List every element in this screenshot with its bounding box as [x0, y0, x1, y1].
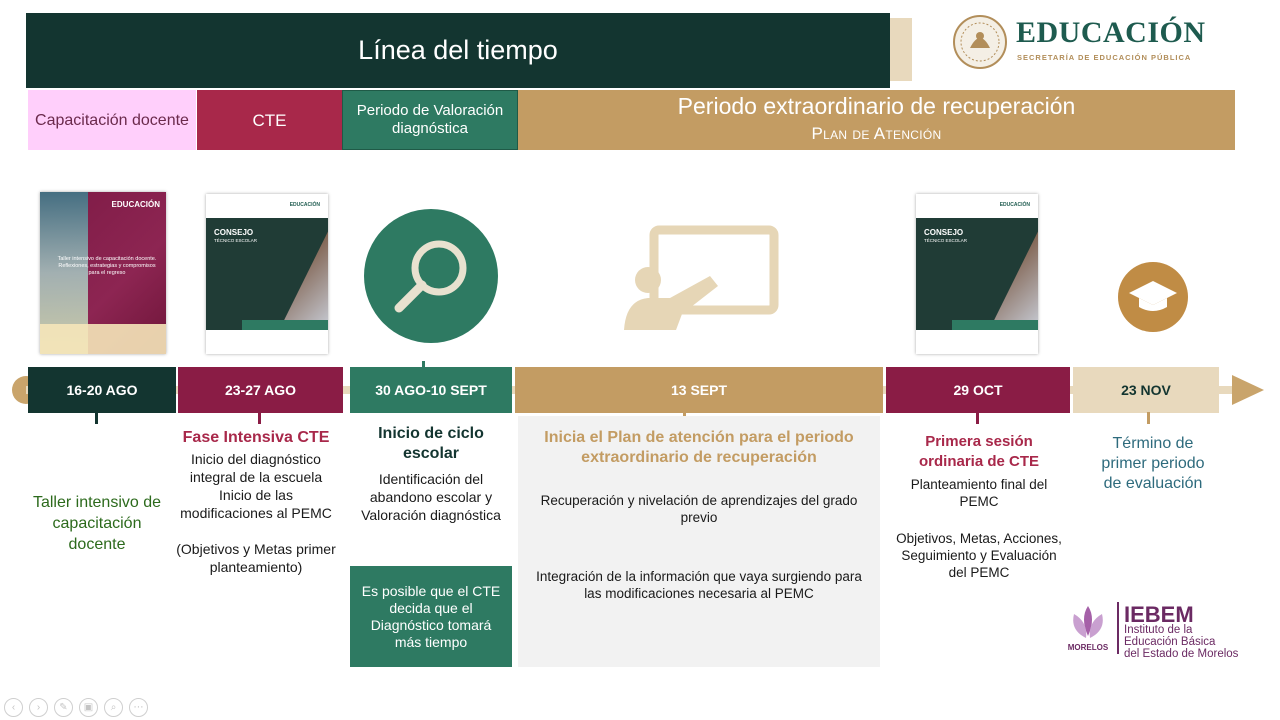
- date-label-3: [350, 367, 512, 413]
- iebem-divider: [1117, 602, 1119, 654]
- date-label-5: [886, 367, 1070, 413]
- desc-primera-sesion-heading: Primera sesión ordinaria de CTE: [918, 433, 1040, 470]
- date-text: 29 OCT: [953, 382, 1003, 398]
- date-text: 16-20 AGO: [66, 382, 138, 398]
- iebem-line-3: del Estado de Morelos: [1124, 648, 1239, 660]
- cte-guide-title-2: CONSEJO: [924, 228, 964, 237]
- desc-inicio-ciclo: [352, 424, 510, 524]
- sep-seal-icon: [952, 14, 1008, 70]
- phase-capacitacion-label: Capacitación docente: [35, 111, 189, 129]
- date-text: 30 AGO-10 SEPT: [375, 382, 487, 398]
- desc-fase-intensiva-note: (Objetivos y Metas primer planteamiento): [176, 541, 336, 575]
- plan-atencion-heading: Inicia el Plan de atención para el periodo extraordinario de recuperación: [544, 429, 854, 466]
- slides-icon[interactable]: ▣: [79, 698, 98, 717]
- iebem-line-1: Instituto de la: [1124, 624, 1193, 636]
- desc-primera-sesion-text: Planteamiento final del PEMC: [910, 477, 1048, 509]
- desc-fase-intensiva-text: Inicio del diagnóstico integral de la escuela Inicio de las modificaciones al PEMC: [180, 451, 332, 521]
- slide-viewer-controls: [4, 698, 148, 718]
- timeline-tick: [1147, 412, 1150, 424]
- timeline-tick: [258, 412, 261, 424]
- iebem-logo-subtitle: [1124, 624, 1238, 660]
- sep-logo-subtitle: SECRETARÍA DE EDUCACIÓN PÚBLICA: [1017, 53, 1192, 62]
- timeline-tick: [976, 412, 979, 424]
- desc-taller: Taller intensivo de capacitación docente: [32, 494, 162, 553]
- diagnostico-note-text: Es posible que el CTE decida que el Diagnóstico tomará más tiempo: [361, 582, 501, 650]
- date-label-6: [1073, 367, 1219, 413]
- cte-guide-subtitle: TÉCNICO ESCOLAR: [214, 238, 258, 243]
- plan-atencion-text-2: Integración de la información que vaya surgiendo para las modificaciones necesaria al PEMC: [536, 569, 862, 601]
- desc-fase-intensiva-heading: Fase Intensiva CTE: [182, 429, 330, 446]
- desc-termino: Término de primer periodo de evaluación: [1101, 435, 1205, 492]
- date-label-1: [28, 367, 176, 413]
- magnifier-icon: [364, 209, 498, 343]
- cte-guide-title: CONSEJO: [214, 228, 254, 237]
- desc-fase-intensiva: [176, 428, 336, 576]
- morelos-logo-icon: [1060, 598, 1116, 658]
- taller-cover-heading: EDUCACIÓN: [111, 200, 160, 209]
- cte-guide-logo-2: EDUCACIÓN: [999, 202, 1030, 208]
- phase-cte-label: CTE: [252, 110, 287, 130]
- cte-guide-logo: EDUCACIÓN: [289, 202, 320, 208]
- desc-inicio-ciclo-heading: Inicio de ciclo escolar: [378, 425, 484, 462]
- timeline-arrow-icon: [1232, 375, 1264, 405]
- morelos-logo-text: MORELOS: [1067, 643, 1109, 652]
- date-text: 23 NOV: [1121, 382, 1171, 398]
- date-label-2: [178, 367, 343, 413]
- phase-valoracion: [342, 90, 518, 150]
- date-text: 23-27 AGO: [224, 382, 297, 398]
- taller-cover-image: [40, 192, 166, 354]
- title-bar: [26, 13, 890, 88]
- zoom-icon[interactable]: ⌕: [104, 698, 123, 717]
- phase-capacitacion: [28, 90, 196, 150]
- page-title: Línea del tiempo: [358, 35, 558, 65]
- desc-inicio-ciclo-text: Identificación del abandono escolar y Valoración diagnóstica: [361, 471, 501, 523]
- timeline-tick: [95, 412, 98, 424]
- phase-cte: [197, 90, 342, 150]
- diagnostico-note-box: [350, 566, 512, 667]
- next-icon[interactable]: ›: [29, 698, 48, 717]
- taller-cover-text: Taller intensivo de capacitación docente. Reflexiones, estrategias y compromisos para el regreso: [57, 256, 157, 276]
- teacher-board-icon: [622, 222, 780, 332]
- iebem-logo-text: IEBEM: [1124, 602, 1194, 627]
- phase-valoracion-label: Periodo de Valoración diagnóstica: [356, 102, 504, 137]
- plan-atencion-text-1: Recuperación y nivelación de aprendizajes del grado previo: [540, 493, 858, 525]
- phase-extraordinario-subtitle: Plan de Atención: [811, 124, 942, 143]
- cte-guide-cover-image-2: [916, 194, 1038, 354]
- desc-primera-sesion: [892, 432, 1066, 581]
- iebem-line-2: Educación Básica: [1124, 636, 1216, 648]
- date-label-4: [515, 367, 883, 413]
- pen-icon[interactable]: ✎: [54, 698, 73, 717]
- cte-guide-cover-image: [206, 194, 328, 354]
- graduation-cap-icon: [1118, 262, 1188, 332]
- phase-extraordinario-title: Periodo extraordinario de recuperación: [677, 93, 1076, 119]
- title-bar-accent: [890, 18, 912, 81]
- prev-icon[interactable]: ‹: [4, 698, 23, 717]
- more-icon[interactable]: ⋯: [129, 698, 148, 717]
- cte-guide-subtitle-2: TÉCNICO ESCOLAR: [924, 238, 968, 243]
- sep-logo-text: EDUCACIÓN: [1016, 16, 1206, 49]
- date-text: 13 SEPT: [670, 382, 728, 398]
- phase-extraordinario: [518, 90, 1235, 150]
- desc-primera-sesion-note: Objetivos, Metas, Acciones, Seguimiento y Evaluación del PEMC: [896, 531, 1062, 580]
